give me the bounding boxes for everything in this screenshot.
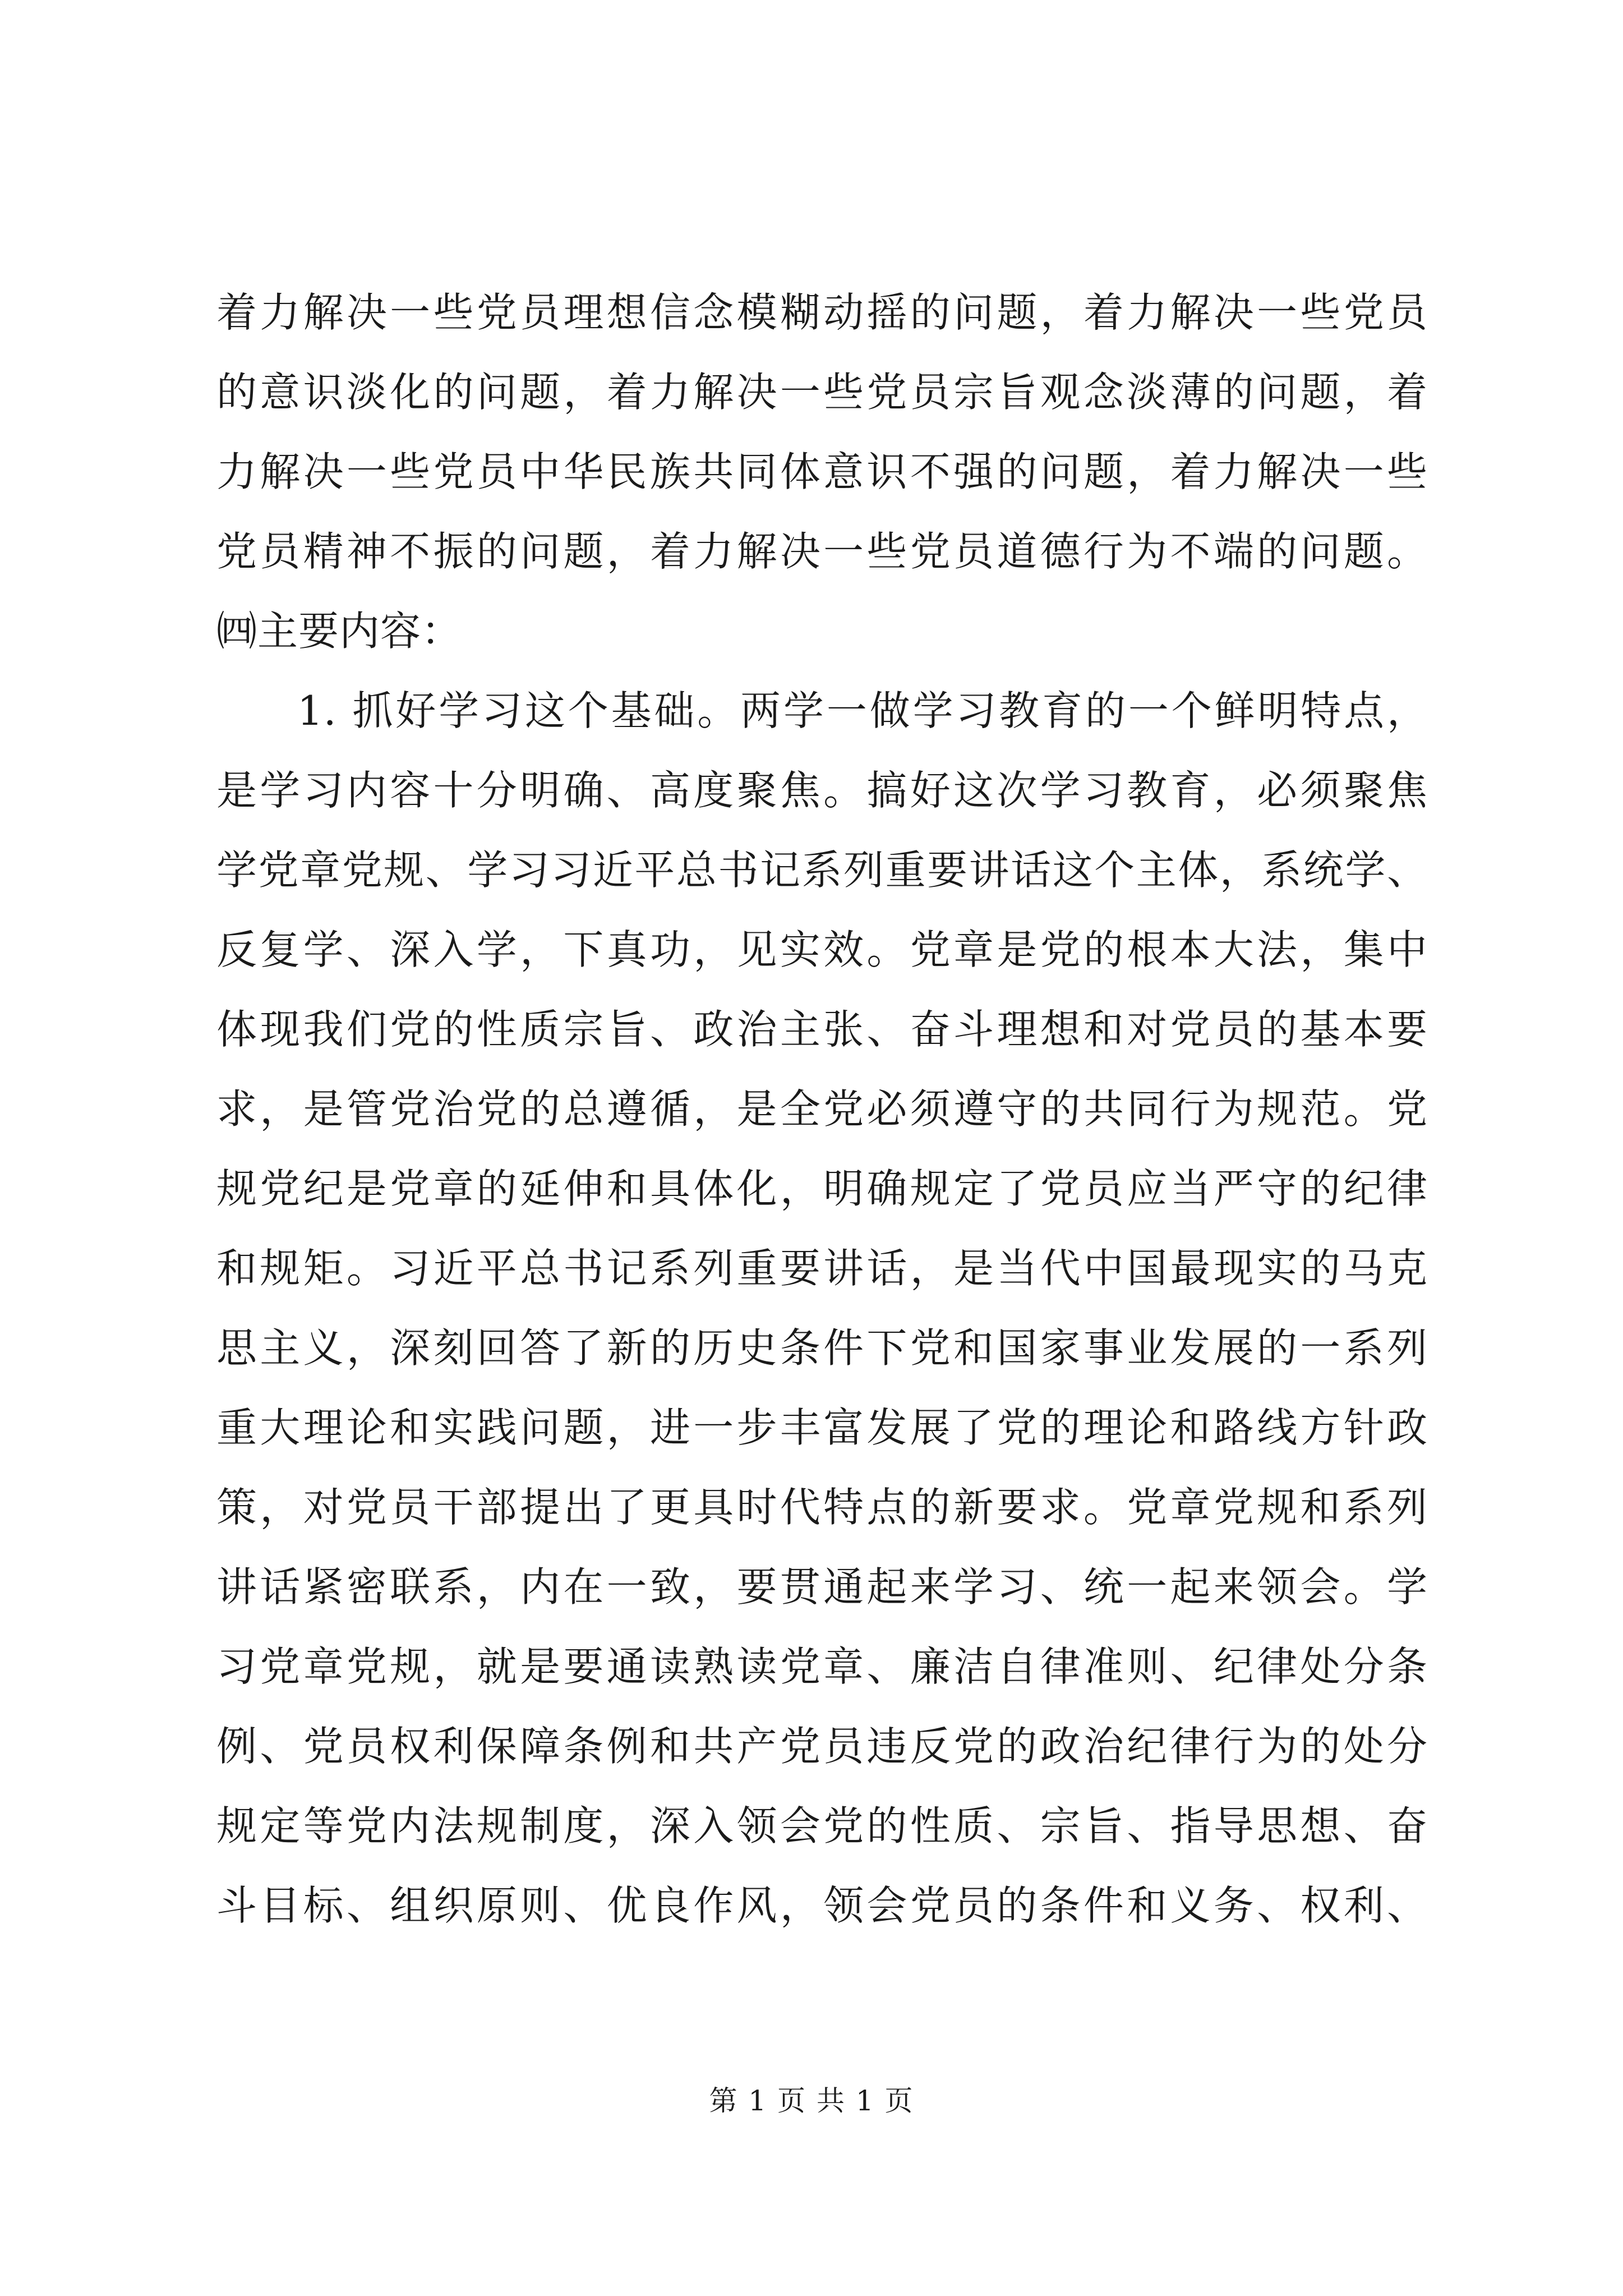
- text-line: 着力解决一些党员理想信念模糊动摇的问题，着力解决一些党员: [216, 289, 1428, 336]
- text-line: 例、党员权利保障条例和共产党员违反党的政治纪律行为的处分: [216, 1723, 1428, 1770]
- text-line: 学党章党规、学习习近平总书记系列重要讲话这个主体，系统学、: [216, 846, 1428, 894]
- text-line: 斗目标、组织原则、优良作风，领会党员的条件和义务、权利、: [216, 1882, 1428, 1929]
- text-line: 讲话紧密联系，内在一致，要贯通起来学习、统一起来领会。学: [216, 1563, 1428, 1611]
- text-line: 策，对党员干部提出了更具时代特点的新要求。党章党规和系列: [216, 1484, 1428, 1531]
- text-line: 和规矩。习近平总书记系列重要讲话，是当代中国最现实的马克: [216, 1245, 1428, 1292]
- text-line: 的意识淡化的问题，着力解决一些党员宗旨观念淡薄的问题，着: [216, 369, 1428, 416]
- text-line: 力解决一些党员中华民族共同体意识不强的问题，着力解决一些: [216, 448, 1428, 495]
- text-line: 规定等党内法规制度，深入领会党的性质、宗旨、指导思想、奋: [216, 1802, 1428, 1849]
- text-line: 党员精神不振的问题，着力解决一些党员道德行为不端的问题。: [216, 528, 1428, 575]
- text-line: 重大理论和实践问题，进一步丰富发展了党的理论和路线方针政: [216, 1404, 1428, 1451]
- text-line: 是学习内容十分明确、高度聚焦。搞好这次学习教育，必须聚焦: [216, 767, 1428, 814]
- text-line: 思主义，深刻回答了新的历史条件下党和国家事业发展的一系列: [216, 1324, 1428, 1372]
- page-footer: 第 1 页 共 1 页: [709, 2085, 914, 2117]
- body-text: [216, 273, 1428, 1945]
- text-line: 1. 抓好学习这个基础。两学一做学习教育的一个鲜明特点，: [297, 687, 1428, 734]
- section-heading: ㈣主要内容：: [216, 608, 463, 655]
- text-line: 习党章党规，就是要通读熟读党章、廉洁自律准则、纪律处分条: [216, 1643, 1428, 1690]
- text-line: 求，是管党治党的总遵循，是全党必须遵守的共同行为规范。党: [216, 1085, 1428, 1133]
- text-line: 体现我们党的性质宗旨、政治主张、奋斗理想和对党员的基本要: [216, 1006, 1428, 1053]
- text-line: 反复学、深入学，下真功，见实效。党章是党的根本大法，集中: [216, 926, 1428, 973]
- text-line: 规党纪是党章的延伸和具体化，明确规定了党员应当严守的纪律: [216, 1165, 1428, 1212]
